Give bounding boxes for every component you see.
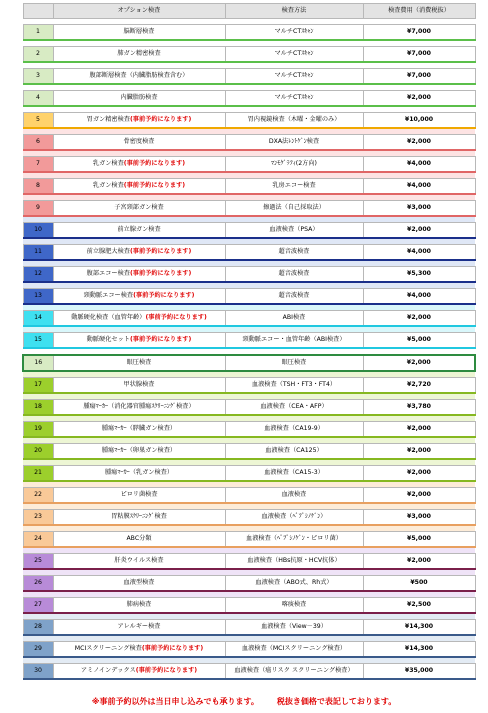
exam-name: [53, 620, 225, 636]
exam-price: ¥10,000: [363, 113, 475, 129]
exam-price: ¥2,720: [363, 378, 475, 394]
exam-method: マルチCTｽｷｬﾝ: [225, 25, 363, 41]
exam-name: [53, 157, 225, 173]
exam-price: ¥2,000: [363, 355, 475, 371]
exam-name-text: 胃粘膜ｽｸﾘｰﾆﾝｸﾞ検査: [111, 513, 167, 520]
reservation-note: (事前予約になります): [133, 292, 195, 299]
exam-name-text: 頸動脈エコー検査: [83, 292, 134, 299]
exam-name-text: 乳ガン検査: [92, 182, 124, 189]
table-row: [23, 25, 475, 41]
row-number: 4: [23, 91, 53, 107]
exam-method: ABI検査: [225, 311, 363, 327]
exam-price: ¥3,780: [363, 400, 475, 416]
exam-method: 血液検査（CEA・AFP）: [225, 400, 363, 416]
table-row: [23, 179, 475, 195]
exam-price: ¥4,000: [363, 289, 475, 305]
table-row: [23, 135, 475, 151]
exam-price: ¥2,000: [363, 554, 475, 570]
exam-method: 擦過法（自己採取法）: [225, 201, 363, 217]
reservation-note: (事前予約になります): [129, 270, 192, 277]
exam-price: ¥2,000: [363, 91, 475, 107]
exam-name: [53, 642, 225, 658]
row-number: 2: [23, 47, 53, 63]
exam-name: [53, 333, 225, 349]
exam-method: 頸動脈エコー・血管年齢（ABI検査）: [225, 333, 363, 349]
table-row: [23, 47, 475, 63]
row-number: 7: [23, 157, 53, 173]
table-row: [23, 620, 475, 636]
row-number: 1: [23, 25, 53, 41]
table-row: [23, 378, 475, 394]
row-number: 19: [23, 422, 53, 438]
exam-name: [53, 444, 225, 460]
exam-name-text: 肺病検査: [126, 601, 152, 608]
table-row: [23, 333, 475, 349]
exam-name: [53, 179, 225, 195]
row-number: 22: [23, 488, 53, 504]
exam-name: [53, 576, 225, 592]
exam-price: ¥4,000: [363, 179, 475, 195]
table-row: [23, 400, 475, 416]
table-row: [23, 289, 475, 305]
option-exam-table: [22, 3, 476, 680]
exam-name-text: アミノインデックス: [80, 667, 136, 674]
exam-price: ¥7,000: [363, 25, 475, 41]
exam-method: 超音波検査: [225, 245, 363, 261]
exam-name-text: 腫瘍ﾏｰｶｰ（乳ガン検査）: [104, 469, 174, 476]
exam-name: [53, 135, 225, 151]
exam-name-text: 胃ガン精密検査: [86, 116, 130, 123]
exam-method: 血液検査: [225, 488, 363, 504]
exam-method: マルチCTｽｷｬﾝ: [225, 69, 363, 85]
row-number: 26: [23, 576, 53, 592]
exam-method: 血液検査（癌リスク スクリーニング検査）: [225, 664, 363, 680]
row-number: 17: [23, 378, 53, 394]
exam-method: 血液検査（CA19-9）: [225, 422, 363, 438]
exam-method: 血液検査（TSH・FT3・FT4）: [225, 378, 363, 394]
exam-price: ¥2,000: [363, 223, 475, 239]
exam-name: [53, 267, 225, 283]
exam-method: 血液検査（ﾍﾟﾌﾟｼﾉｹﾞﾝ）: [225, 510, 363, 526]
exam-price: ¥4,000: [363, 245, 475, 261]
header-blank-cell: [23, 4, 53, 19]
row-number: 25: [23, 554, 53, 570]
exam-price: ¥14,300: [363, 620, 475, 636]
table-row: [23, 664, 475, 680]
exam-name: [53, 91, 225, 107]
reservation-note: (事前予約になります): [129, 248, 192, 255]
row-number: 10: [23, 223, 53, 239]
exam-name-text: 前立腺肥大検査: [86, 248, 130, 255]
row-number: 27: [23, 598, 53, 614]
exam-name: [53, 422, 225, 438]
exam-name: [53, 69, 225, 85]
exam-method: マルチCTｽｷｬﾝ: [225, 91, 363, 107]
exam-method: 眼圧検査: [225, 355, 363, 371]
exam-name-text: 甲状腺検査: [123, 381, 155, 388]
exam-name-text: アレルギー検査: [117, 623, 161, 630]
exam-name-text: 腫瘍ﾏｰｶｰ（膵臓ガン検査）: [101, 425, 177, 432]
exam-price: ¥7,000: [363, 47, 475, 63]
exam-price: ¥5,300: [363, 267, 475, 283]
table-row: [23, 69, 475, 85]
row-number: 16: [23, 355, 53, 371]
table-header-row: [23, 4, 475, 19]
exam-name: [53, 488, 225, 504]
row-number: 28: [23, 620, 53, 636]
header-option: オプション検査: [53, 4, 225, 19]
exam-price: ¥5,000: [363, 532, 475, 548]
exam-method: 超音波検査: [225, 267, 363, 283]
exam-name: [53, 378, 225, 394]
exam-name: [53, 113, 225, 129]
exam-name-text: ABC分類: [126, 535, 152, 542]
reservation-note: (事前予約になります): [145, 314, 207, 321]
table-row: [23, 488, 475, 504]
reservation-note: (事前予約になります): [123, 182, 186, 189]
exam-name-text: 血液型検査: [123, 579, 155, 586]
row-number: 14: [23, 311, 53, 327]
exam-name-text: 腫瘍ﾏｰｶｰ（消化器官腫瘍ｽｸﾘｰﾆﾝｸﾞ検査）: [83, 403, 195, 410]
exam-method: 血液検査（HBs抗原・HCV抗体）: [225, 554, 363, 570]
exam-name: [53, 598, 225, 614]
table-row: [23, 245, 475, 261]
row-number: 21: [23, 466, 53, 482]
table-row: [23, 642, 475, 658]
exam-price: ¥35,000: [363, 664, 475, 680]
table-row: [23, 113, 475, 129]
table-row: [23, 91, 475, 107]
row-number: 24: [23, 532, 53, 548]
exam-name-text: ピロリ菌検査: [120, 491, 158, 498]
exam-name: [53, 47, 225, 63]
exam-method: 血液検査（View－39）: [225, 620, 363, 636]
exam-method: 血液検査（ABO式、Rh式）: [225, 576, 363, 592]
exam-name: [53, 532, 225, 548]
exam-method: 乳房エコー検査: [225, 179, 363, 195]
exam-name: [53, 311, 225, 327]
row-separator: [23, 348, 475, 355]
exam-price: ¥2,000: [363, 488, 475, 504]
exam-method: 血液検査（CA125）: [225, 444, 363, 460]
row-number: 12: [23, 267, 53, 283]
exam-method: 血液検査（CA15-3）: [225, 466, 363, 482]
exam-price: ¥2,000: [363, 135, 475, 151]
exam-name-text: 内臓脂肪検査: [120, 94, 158, 101]
exam-name-text: 眼圧検査: [126, 359, 152, 366]
table-row: [23, 598, 475, 614]
exam-price: ¥500: [363, 576, 475, 592]
exam-price: ¥2,000: [363, 311, 475, 327]
exam-name-text: 肝炎ウイルス検査: [114, 557, 164, 564]
exam-name-text: 骨密度検査: [123, 138, 155, 145]
footer-note-reservation: ※事前予約以外は当日申し込みでも承ります。: [91, 697, 259, 706]
exam-name-text: 子宮頸部ガン検査: [114, 204, 164, 211]
exam-name: [53, 201, 225, 217]
exam-name: [53, 510, 225, 526]
exam-name: [53, 245, 225, 261]
exam-name-text: 腫瘍ﾏｰｶｰ（卵巣ガン検査）: [101, 447, 177, 454]
row-number: 9: [23, 201, 53, 217]
exam-name-text: 乳ガン検査: [92, 160, 124, 167]
exam-price: ¥2,500: [363, 598, 475, 614]
exam-name: [53, 289, 225, 305]
header-price: 検査費用（消費税抜）: [363, 4, 475, 19]
footer-note-tax: 税抜き価格で表記しております。: [276, 697, 397, 706]
exam-name-text: 腹部断層検査（内臓脂肪検査含む）: [89, 72, 189, 79]
exam-name-text: 腹部エコー検査: [86, 270, 130, 277]
exam-name: [53, 466, 225, 482]
exam-name-text: 動脈硬化セット: [86, 336, 130, 343]
exam-price: ¥2,000: [363, 466, 475, 482]
row-number: 23: [23, 510, 53, 526]
exam-method: ﾏﾝﾓｸﾞﾗﾌｨ(2方向): [225, 157, 363, 173]
row-number: 20: [23, 444, 53, 460]
row-number: 3: [23, 69, 53, 85]
exam-price: ¥3,000: [363, 201, 475, 217]
table-row: [23, 223, 475, 239]
exam-name: [53, 664, 225, 680]
exam-method: 胃内視鏡検査（木曜・金曜のみ）: [225, 113, 363, 129]
exam-name-text: 肺ガン精密検査: [117, 50, 161, 57]
table-row: [23, 311, 475, 327]
table-row: [23, 201, 475, 217]
exam-method: 血液検査（MCIスクリーニング検査）: [225, 642, 363, 658]
exam-name: [53, 355, 225, 371]
exam-name: [53, 25, 225, 41]
table-row: [23, 444, 475, 460]
exam-price: ¥2,000: [363, 422, 475, 438]
exam-method: DXA法ﾚﾝﾄｹﾞﾝ検査: [225, 135, 363, 151]
row-separator-cell: [23, 348, 475, 355]
row-number: 30: [23, 664, 53, 680]
exam-name-text: MCIスクリーニング検査: [74, 645, 142, 652]
reservation-note: (事前予約になります): [135, 667, 198, 674]
table-row: [23, 355, 475, 371]
reservation-note: (事前予約になります): [129, 116, 192, 123]
exam-price: ¥5,000: [363, 333, 475, 349]
exam-method: マルチCTｽｷｬﾝ: [225, 47, 363, 63]
exam-price: ¥14,300: [363, 642, 475, 658]
reservation-note: (事前予約になります): [141, 645, 204, 652]
row-number: 5: [23, 113, 53, 129]
reservation-note: (事前予約になります): [129, 336, 192, 343]
footer-note: [0, 696, 488, 707]
exam-method: 血液検査（ﾍﾟﾌﾟｼﾉｹﾞﾝ・ピロリ菌）: [225, 532, 363, 548]
row-number: 15: [23, 333, 53, 349]
reservation-note: (事前予約になります): [123, 160, 186, 167]
table-row: [23, 554, 475, 570]
table-row: [23, 532, 475, 548]
row-number: 18: [23, 400, 53, 416]
row-number: 13: [23, 289, 53, 305]
exam-name: [53, 400, 225, 416]
table-row: [23, 510, 475, 526]
row-number: 6: [23, 135, 53, 151]
row-number: 11: [23, 245, 53, 261]
table-row: [23, 157, 475, 173]
exam-price: ¥7,000: [363, 69, 475, 85]
table-body: [23, 4, 475, 680]
exam-price: ¥4,000: [363, 157, 475, 173]
exam-name: [53, 554, 225, 570]
row-number: 8: [23, 179, 53, 195]
exam-method: 喀痰検査: [225, 598, 363, 614]
exam-method: 血液検査（PSA）: [225, 223, 363, 239]
exam-name-text: 動脈硬化検査（血管年齢）: [71, 314, 146, 321]
table-row: [23, 466, 475, 482]
table-row: [23, 422, 475, 438]
exam-name-text: 前立腺ガン検査: [117, 226, 161, 233]
table-row: [23, 267, 475, 283]
exam-method: 超音波検査: [225, 289, 363, 305]
exam-name: [53, 223, 225, 239]
exam-name-text: 脳断層検査: [123, 28, 155, 35]
exam-price: ¥3,000: [363, 510, 475, 526]
exam-price: ¥2,000: [363, 444, 475, 460]
table-row: [23, 576, 475, 592]
row-number: 29: [23, 642, 53, 658]
header-method: 検査方法: [225, 4, 363, 19]
